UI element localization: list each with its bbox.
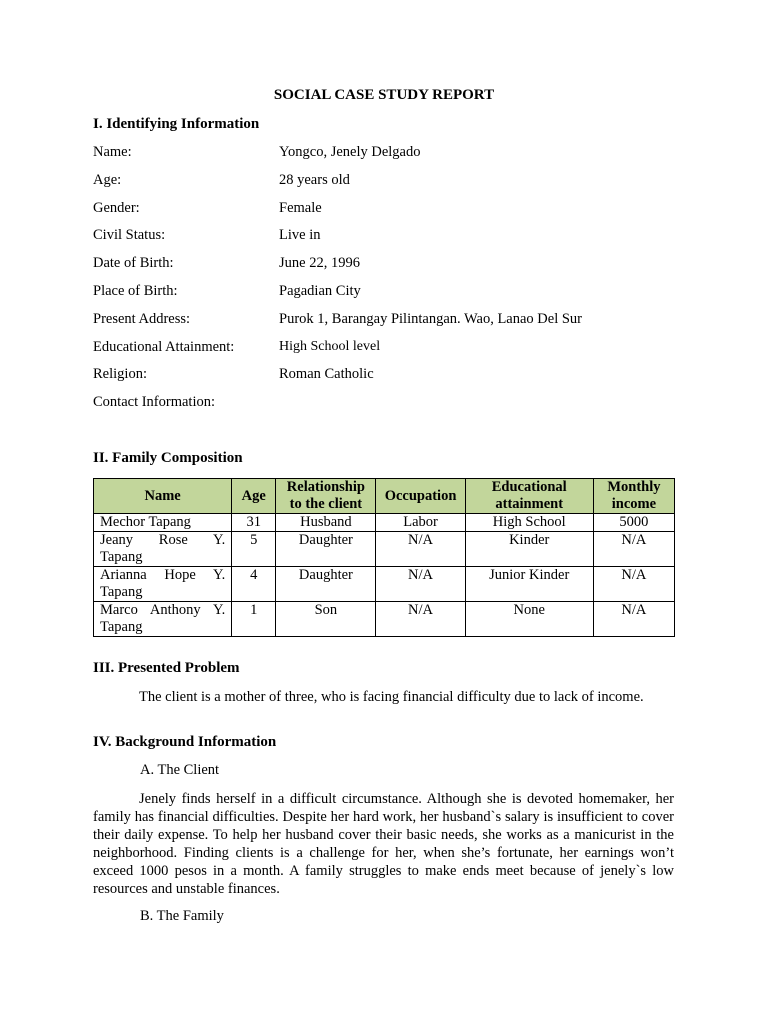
field-label-date-of-birth: Date of Birth: <box>93 255 174 271</box>
section-identifying-heading: I. Identifying Information <box>93 116 260 132</box>
section-family-heading: II. Family Composition <box>93 450 243 466</box>
field-value-civil-status: Live in <box>279 227 321 243</box>
field-label-name: Name: <box>93 144 132 160</box>
table-row <box>94 567 675 602</box>
field-label-civil-status: Civil Status: <box>93 227 166 243</box>
cell-occupation: N/A <box>376 532 465 567</box>
field-value-age: 28 years old <box>279 172 350 188</box>
subheading-the-family: B. The Family <box>140 908 224 924</box>
field-value-religion: Roman Catholic <box>279 366 374 382</box>
field-value-name: Yongco, Jenely Delgado <box>279 144 421 160</box>
cell-age: 31 <box>232 514 276 532</box>
cell-relationship: Husband <box>276 514 376 532</box>
table-row <box>94 602 675 637</box>
cell-income: N/A <box>593 602 674 637</box>
field-label-educational-attainment: Educational Attainment: <box>93 339 235 355</box>
cell-name <box>94 602 232 637</box>
cell-occupation: Labor <box>376 514 465 532</box>
cell-age: 1 <box>232 602 276 637</box>
cell-education: Kinder <box>465 532 593 567</box>
column-header-name: Name <box>94 479 232 514</box>
field-value-educational-attainment: High School level <box>279 339 381 354</box>
cell-relationship: Daughter <box>276 567 376 602</box>
field-label-contact-information: Contact Information: <box>93 394 216 410</box>
column-header-monthly-income: Monthly income <box>593 479 674 514</box>
field-label-place-of-birth: Place of Birth: <box>93 283 178 299</box>
cell-income: N/A <box>593 567 674 602</box>
presented-problem-text: The client is a mother of three, who is facing financial difficulty due to lack of income. <box>139 689 644 705</box>
cell-name-line: Tapang <box>100 584 143 600</box>
column-header-age: Age <box>232 479 276 514</box>
cell-age: 5 <box>232 532 276 567</box>
field-value-present-address: Purok 1, Barangay Pilintangan. Wao, Lanao Del Sur <box>279 311 583 327</box>
cell-name-line: Tapang <box>100 619 143 635</box>
cell-name: Mechor Tapang <box>94 514 232 532</box>
client-background-text: Jenely finds herself in a difficult circumstance. Although she is devoted homemaker, her family has financial difficulties. Despite her hard work, her husband`s salary is insufficient to cover their daily expense. To help her husband cover their basic needs, she works as a manicurist in the neighborhood. Finding clients is a challenge for her, when she’s fortunate, her earnings won’t exceed 1000 pesos in a month. A family struggles to make ends meet because of jenely`s low resources and unstable finances. <box>93 791 674 897</box>
cell-name <box>94 567 232 602</box>
cell-income: N/A <box>593 532 674 567</box>
subheading-the-client: A. The Client <box>140 762 220 778</box>
column-header-relationship: Relationship to the client <box>276 479 376 514</box>
cell-education: None <box>465 602 593 637</box>
table-header-row <box>94 479 675 514</box>
field-value-date-of-birth: June 22, 1996 <box>279 255 360 271</box>
report-title: SOCIAL CASE STUDY REPORT <box>273 87 495 103</box>
cell-name-line: Jeany Rose Y. <box>100 532 226 548</box>
section-presented-problem-heading: III. Presented Problem <box>93 660 240 676</box>
cell-education: High School <box>465 514 593 532</box>
field-label-religion: Religion: <box>93 366 147 382</box>
cell-name-line: Tapang <box>100 549 143 565</box>
column-header-educational-attainment: Educational attainment <box>465 479 593 514</box>
cell-name-line: Arianna Hope Y. <box>100 567 226 583</box>
cell-name-line: Marco Anthony Y. <box>100 602 226 618</box>
table-row <box>94 514 675 532</box>
cell-income: 5000 <box>593 514 674 532</box>
cell-name <box>94 532 232 567</box>
section-background-heading: IV. Background Information <box>93 734 277 750</box>
cell-relationship: Daughter <box>276 532 376 567</box>
cell-occupation: N/A <box>376 567 465 602</box>
field-label-gender: Gender: <box>93 200 140 216</box>
family-composition-table <box>93 478 675 637</box>
field-label-age: Age: <box>93 172 122 188</box>
table-row <box>94 532 675 567</box>
field-label-present-address: Present Address: <box>93 311 191 327</box>
cell-occupation: N/A <box>376 602 465 637</box>
cell-relationship: Son <box>276 602 376 637</box>
cell-age: 4 <box>232 567 276 602</box>
field-value-place-of-birth: Pagadian City <box>279 283 361 299</box>
cell-education: Junior Kinder <box>465 567 593 602</box>
column-header-occupation: Occupation <box>376 479 465 514</box>
field-value-gender: Female <box>279 200 322 216</box>
